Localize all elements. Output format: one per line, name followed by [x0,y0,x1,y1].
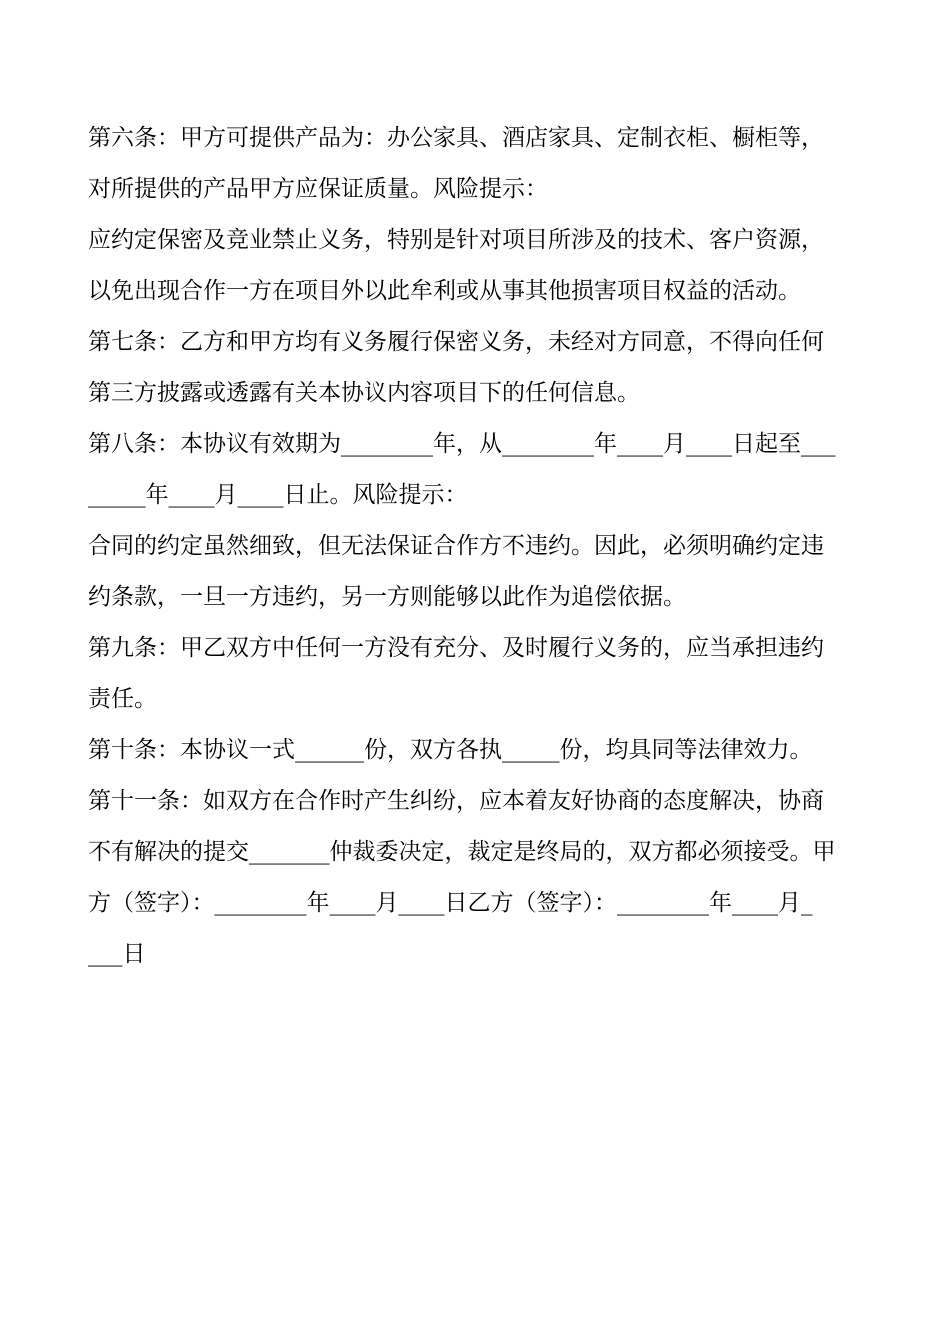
text-line: 方（签字）：________年____月____日乙方（签字）：________年____月_ [88,890,813,916]
text-line: 责任。 [88,686,157,712]
text-line: 第九条：甲乙双方中任何一方没有充分、及时履行义务的，应当承担违约 [88,635,824,661]
document-body [88,113,868,980]
text-line: 应约定保密及竞业禁止义务，特别是针对项目所涉及的技术、客户资源， [88,227,824,253]
text-line: _____年____月____日止。风险提示： [88,482,468,508]
text-line: 以免出现合作一方在项目外以此牟利或从事其他损害项目权益的活动。 [88,278,801,304]
text-line: 对所提供的产品甲方应保证质量。风险提示： [88,176,548,202]
text-line: 第七条：乙方和甲方均有义务履行保密义务，未经对方同意，不得向任何 [88,329,824,355]
text-line: 合同的约定虽然细致，但无法保证合作方不违约。因此，必须明确约定违 [88,533,824,559]
text-line: 第三方披露或透露有关本协议内容项目下的任何信息。 [88,380,640,406]
text-line: 约条款，一旦一方违约，另一方则能够以此作为追偿依据。 [88,584,686,610]
text-line: 第十一条：如双方在合作时产生纠纷，应本着友好协商的态度解决，协商 [88,788,824,814]
text-line: 第十条：本协议一式______份，双方各执_____份，均具同等法律效力。 [88,737,813,763]
text-line: 第八条：本协议有效期为________年，从________年____月____日起至___ [88,431,836,457]
text-line: 不有解决的提交_______仲裁委决定，裁定是终局的，双方都必须接受。甲 [88,839,836,865]
text-line: 第六条：甲方可提供产品为：办公家具、酒店家具、定制衣柜、橱柜等， [88,125,824,151]
text-line: ___日 [88,941,146,967]
